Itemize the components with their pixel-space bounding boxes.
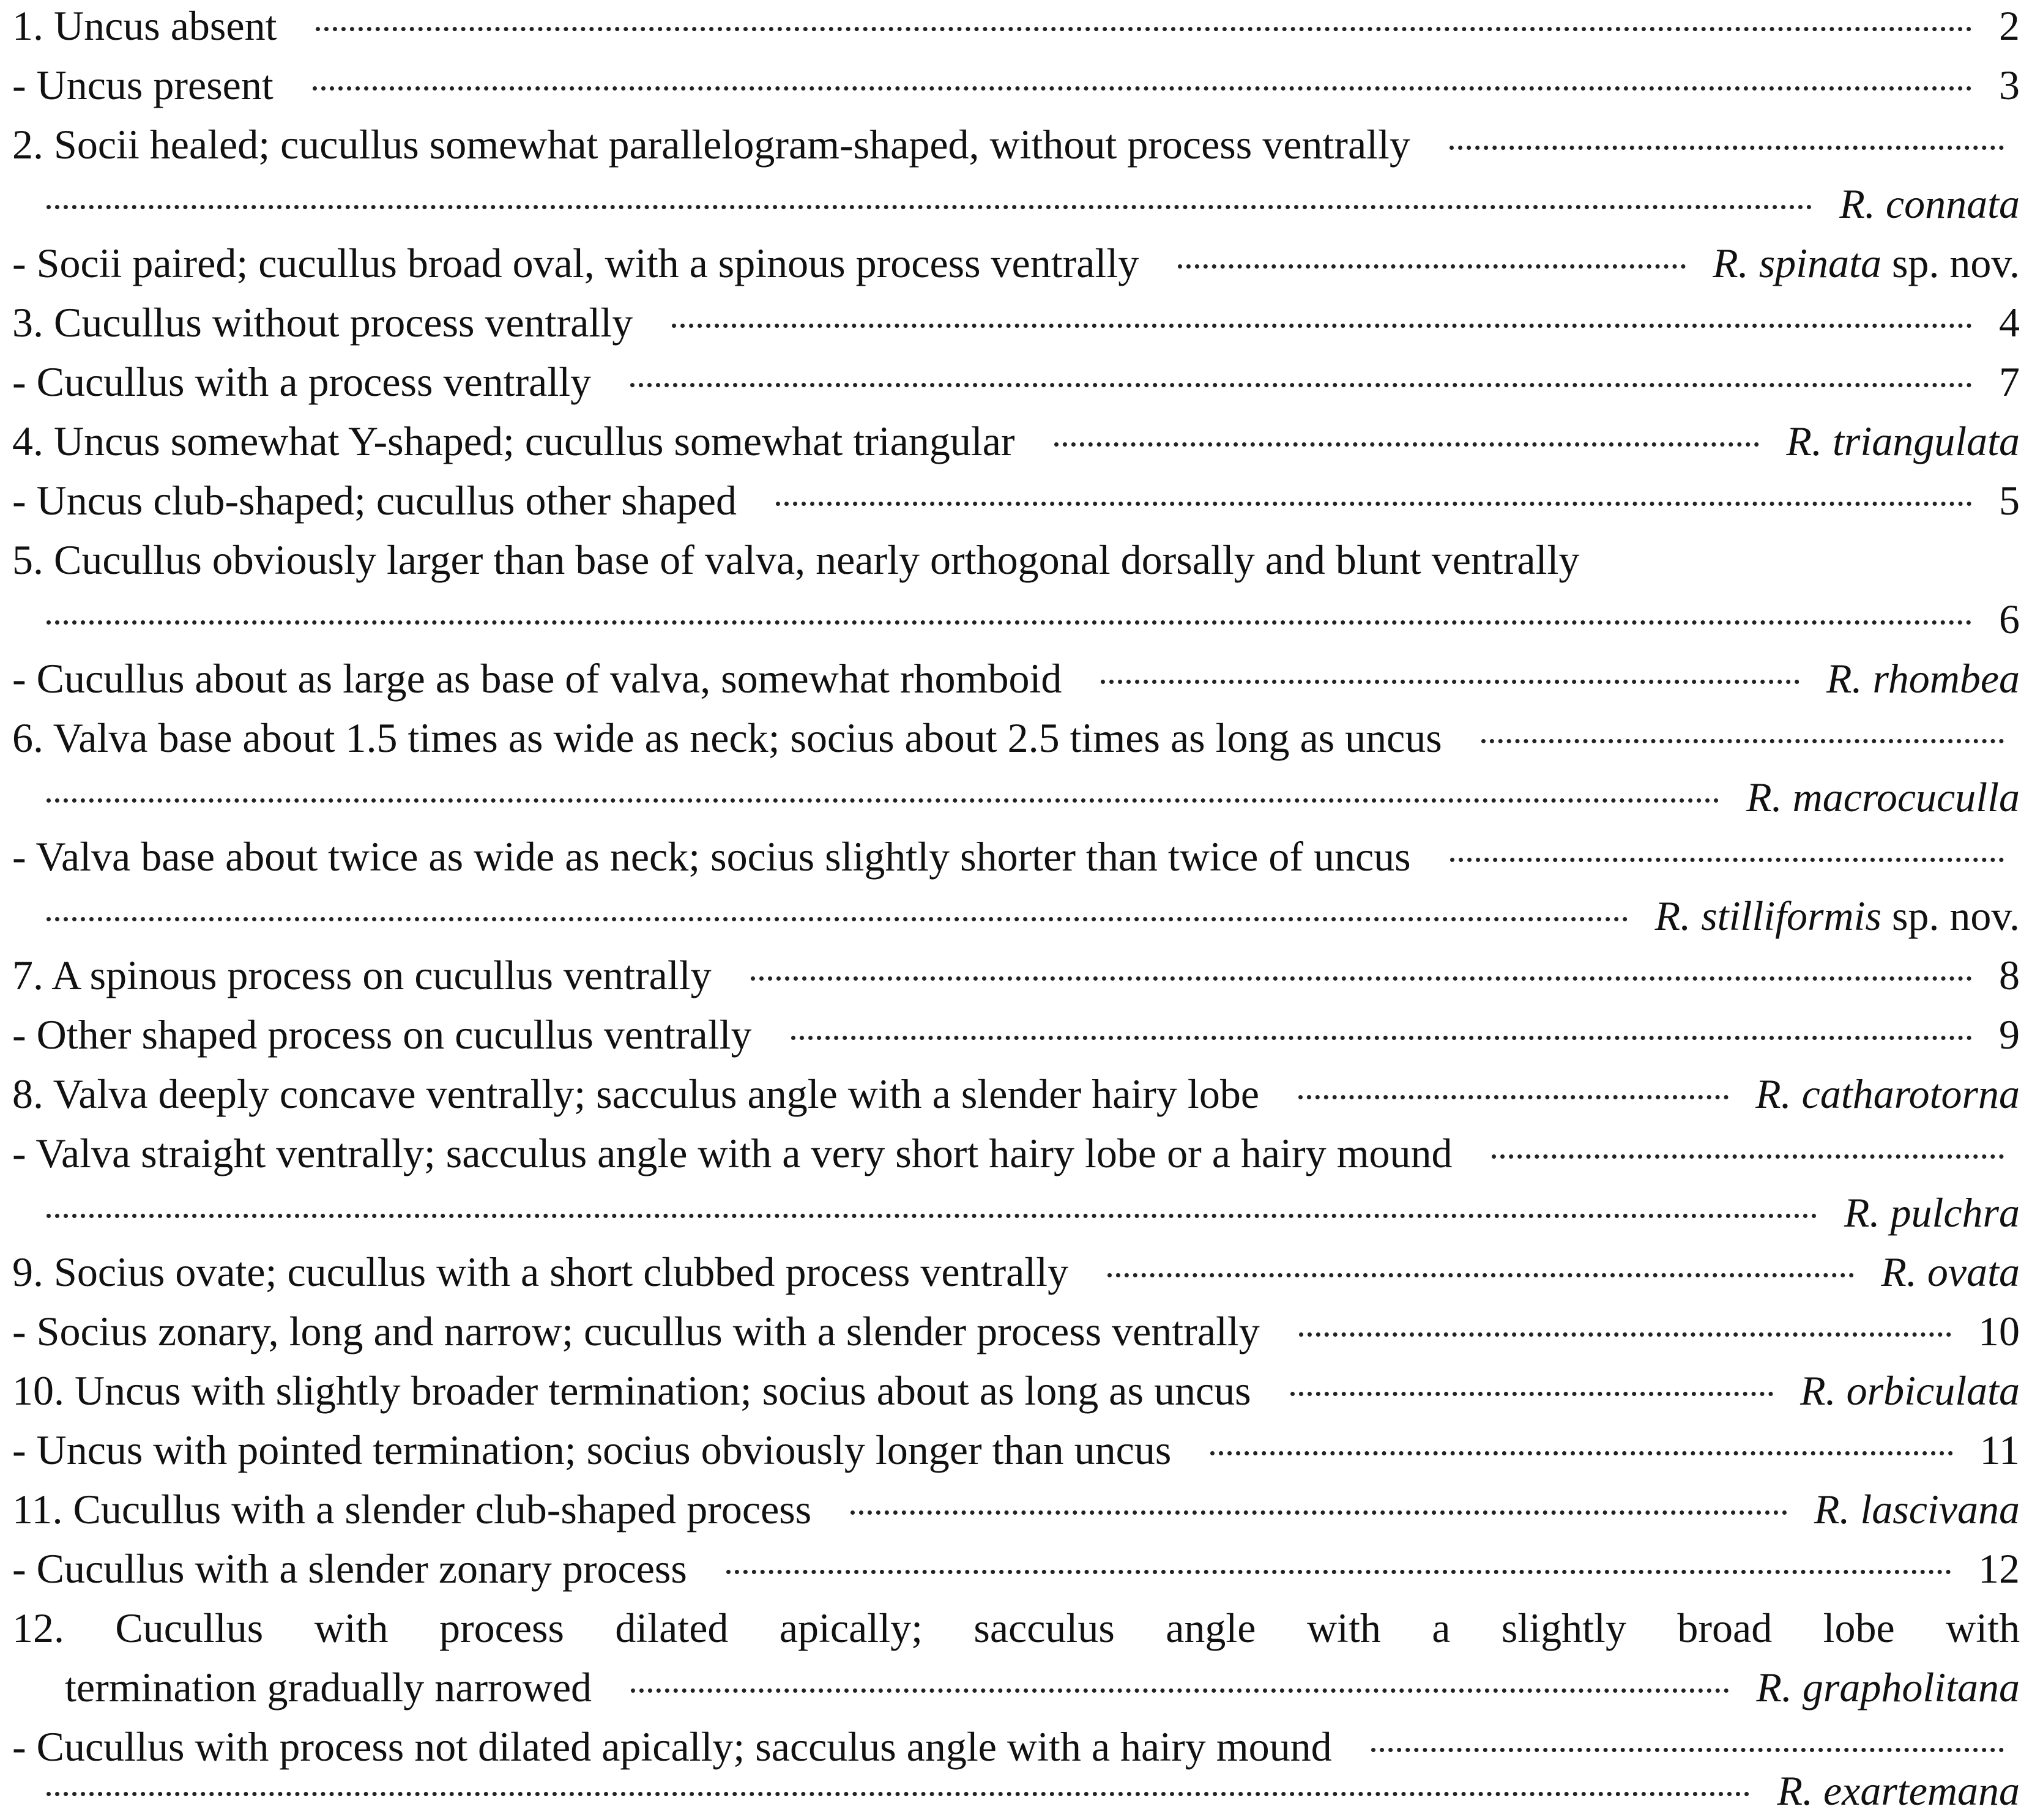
dot-leader <box>776 502 1972 506</box>
key-line <box>12 1480 2020 1539</box>
dot-leader <box>47 205 1812 209</box>
key-line <box>12 1064 2020 1123</box>
taxon-name: R. triangulata <box>1786 418 2020 464</box>
key-line <box>12 1421 2020 1479</box>
target-number: 12 <box>1978 1545 2020 1592</box>
dot-leader <box>1299 1332 1951 1337</box>
couplet-text: - Uncus club-shaped; cucullus other shaped <box>12 477 737 524</box>
couplet-text: 4. Uncus somewhat Y-shaped; cucullus somewhat triangular <box>12 418 1015 464</box>
couplet-text: 2. Socii healed; cucullus somewhat parallelogram-shaped, without process ventrally <box>12 121 1410 168</box>
couplet-text: 5. Cucullus obviously larger than base of valva, nearly orthogonal dorsally and blunt ventrally <box>12 537 1580 583</box>
target-number: 4 <box>1999 299 2020 346</box>
taxon-name: R. ovata <box>1881 1249 2020 1295</box>
taxon-name: R. pulchra <box>1844 1189 2020 1236</box>
key-line <box>12 590 2020 648</box>
couplet-text: 11. Cucullus with a slender club-shaped process <box>12 1486 812 1532</box>
target-number: 11 <box>1979 1427 2020 1473</box>
key-line <box>12 1124 2020 1183</box>
couplet-text: 9. Socius ovate; cucullus with a short clubbed process ventrally <box>12 1249 1069 1295</box>
key-line <box>12 0 2020 55</box>
taxon-name: R. lascivana <box>1814 1486 2020 1532</box>
target-number: 9 <box>1999 1011 2020 1058</box>
word: process <box>439 1605 564 1651</box>
dot-leader <box>1290 1392 1774 1396</box>
couplet-text: 7. A spinous process on cucullus ventrally <box>12 952 712 998</box>
dot-leader <box>850 1510 1787 1515</box>
dot-leader <box>47 1792 1750 1796</box>
dot-leader <box>47 917 1628 921</box>
dot-leader <box>1481 739 2004 743</box>
key-line <box>12 530 2020 589</box>
couplet-text: - Uncus with pointed termination; socius obviously longer than uncus <box>12 1427 1172 1473</box>
taxon-name: R. grapholitana <box>1756 1664 2020 1710</box>
couplet-text: termination gradually narrowed <box>65 1664 592 1710</box>
taxon-name: R. macrocuculla <box>1746 774 2020 820</box>
dot-leader <box>47 798 1719 803</box>
target-number: 2 <box>1999 2 2020 49</box>
dot-leader <box>1450 858 2004 862</box>
word: a <box>1432 1605 1451 1651</box>
taxon-name: R. rhombea <box>1826 655 2020 702</box>
taxon-name: R. exartemana <box>1777 1767 2020 1814</box>
dot-leader <box>1371 1748 2004 1752</box>
target-number: 3 <box>1999 62 2020 108</box>
key-line <box>12 1005 2020 1064</box>
couplet-text: - Cucullus with process not dilated apically; sacculus angle with a hairy mound <box>12 1723 1332 1770</box>
key-line <box>12 1183 2020 1242</box>
dot-leader <box>47 620 1972 625</box>
key-line <box>12 471 2020 530</box>
key-line <box>12 1302 2020 1361</box>
target-number: 10 <box>1978 1308 2020 1354</box>
dot-leader <box>1178 264 1686 269</box>
couplet-text: - Valva straight ventrally; sacculus angle with a very short hairy lobe or a hairy mound <box>12 1130 1453 1176</box>
couplet-text: 10. Uncus with slightly broader termination; socius about as long as uncus <box>12 1367 1251 1414</box>
dot-leader <box>1492 1154 2004 1159</box>
key-line <box>12 115 2020 174</box>
key-line <box>12 649 2020 708</box>
key-line <box>12 886 2020 945</box>
key-line <box>65 1658 2020 1717</box>
key-line <box>12 293 2020 352</box>
dot-leader <box>751 976 1972 981</box>
couplet-text: - Cucullus about as large as base of valva, somewhat rhomboid <box>12 655 1062 702</box>
dot-leader <box>1210 1451 1952 1455</box>
taxon-name: R. connata <box>1839 180 2020 227</box>
dot-leader <box>1107 1273 1854 1277</box>
taxon-name: R. stilliformis sp. nov. <box>1654 893 2020 939</box>
couplet-text: - Valva base about twice as wide as neck; socius slightly shorter than twice of uncus <box>12 833 1411 880</box>
key-line <box>12 56 2020 114</box>
key-line <box>12 174 2020 233</box>
key-line <box>12 946 2020 1005</box>
couplet-text: - Cucullus with a slender zonary process <box>12 1545 687 1592</box>
dot-leader <box>1450 146 2004 150</box>
key-line <box>12 827 2020 886</box>
target-number: 8 <box>1999 952 2020 998</box>
taxon-name: R. spinata sp. nov. <box>1713 240 2020 286</box>
word: broad <box>1677 1605 1773 1651</box>
key-line <box>12 352 2020 411</box>
couplet-text: 6. Valva base about 1.5 times as wide as neck; socius about 2.5 times as long as uncus <box>12 715 1442 761</box>
key-line <box>12 1539 2020 1598</box>
word: slightly <box>1501 1605 1626 1651</box>
dot-leader <box>631 1688 1729 1693</box>
dot-leader <box>313 86 1972 91</box>
key-line <box>12 1361 2020 1420</box>
dot-leader <box>672 324 1972 328</box>
word: sacculus <box>973 1605 1115 1651</box>
dot-leader <box>630 383 1972 387</box>
word: dilated <box>615 1605 729 1651</box>
couplet-text: - Socii paired; cucullus broad oval, with a spinous process ventrally <box>12 240 1139 286</box>
dot-leader <box>1298 1095 1729 1099</box>
key-line <box>12 708 2020 767</box>
taxon-name: R. catharotorna <box>1755 1071 2020 1117</box>
word: 12. Cucullus <box>12 1605 264 1651</box>
dot-leader <box>47 1214 1817 1218</box>
key-line <box>12 1242 2020 1301</box>
word: lobe <box>1823 1605 1895 1651</box>
taxon-name: R. orbiculata <box>1800 1367 2020 1414</box>
couplet-justified-line <box>12 1599 2020 1657</box>
dot-leader <box>1054 442 1760 447</box>
word: with <box>1306 1605 1381 1651</box>
target-number: 5 <box>1999 477 2020 524</box>
key-line <box>12 412 2020 470</box>
key-line <box>12 234 2020 292</box>
couplet-text: - Uncus present <box>12 62 274 108</box>
word: apically; <box>779 1605 923 1651</box>
target-number: 6 <box>1999 596 2020 642</box>
couplet-text: - Cucullus with a process ventrally <box>12 358 592 405</box>
word: with <box>1946 1605 2020 1651</box>
dot-leader <box>726 1570 1951 1574</box>
couplet-text: 1. Uncus absent <box>12 2 277 49</box>
dot-leader <box>316 27 1972 31</box>
dot-leader <box>1101 680 1799 684</box>
word: angle <box>1166 1605 1256 1651</box>
couplet-text: - Socius zonary, long and narrow; cucullus with a slender process ventrally <box>12 1308 1260 1354</box>
key-line <box>12 1761 2020 1820</box>
dot-leader <box>791 1036 1972 1040</box>
word: with <box>314 1605 389 1651</box>
target-number: 7 <box>1999 358 2020 405</box>
couplet-text: 3. Cucullus without process ventrally <box>12 299 633 346</box>
couplet-text: 8. Valva deeply concave ventrally; sacculus angle with a slender hairy lobe <box>12 1071 1260 1117</box>
key-line <box>12 768 2020 826</box>
couplet-text: - Other shaped process on cucullus ventrally <box>12 1011 752 1058</box>
